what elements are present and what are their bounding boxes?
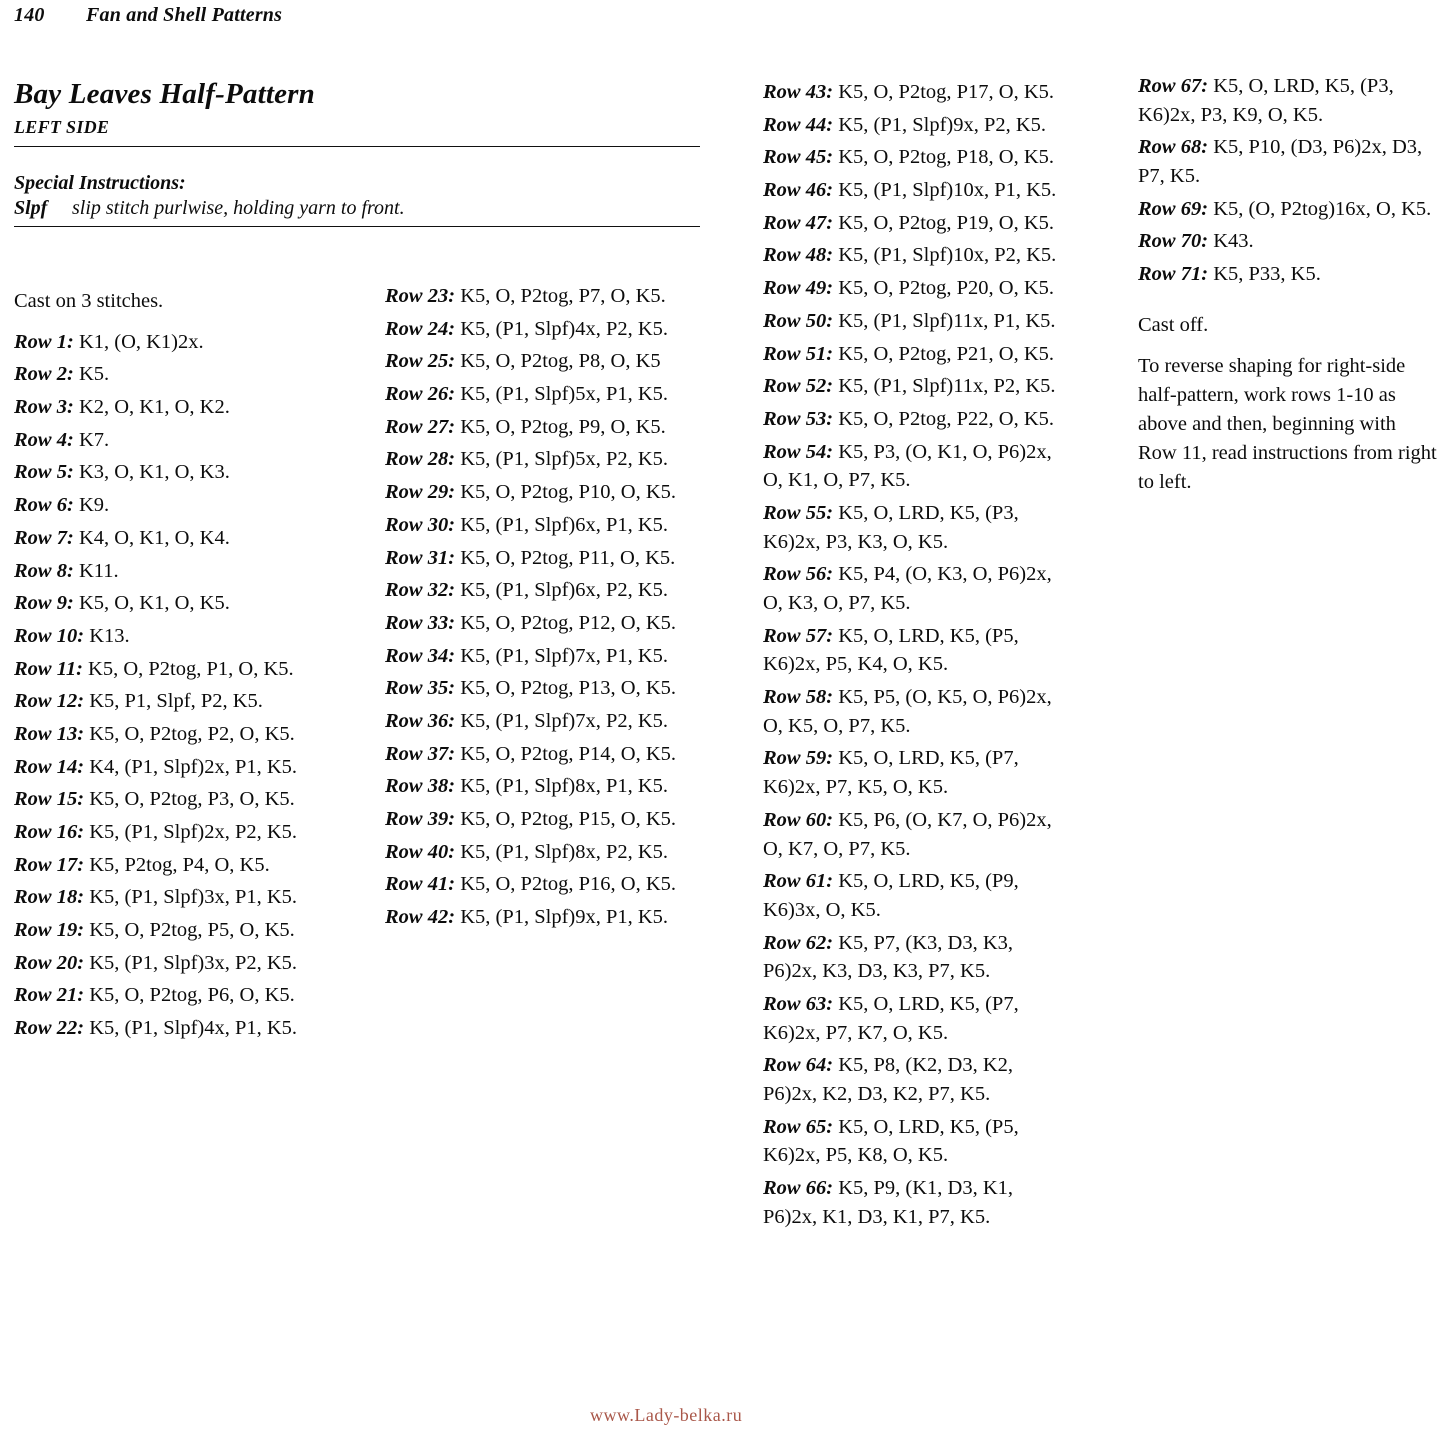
row-text: K4, O, K1, O, K4. bbox=[78, 526, 230, 549]
row-text: K5, (P1, Slpf)10x, P1, K5. bbox=[838, 179, 1057, 202]
column-3 bbox=[763, 78, 1063, 1235]
row-label: Row 5: bbox=[14, 461, 74, 484]
row-text: K5, O, P2tog, P21, O, K5. bbox=[838, 342, 1055, 365]
row-text: K5, O, K1, O, K5. bbox=[78, 592, 230, 615]
row-text: K1, (O, K1)2x. bbox=[78, 330, 204, 353]
row-label: Row 37: bbox=[385, 742, 456, 765]
row-label: Row 7: bbox=[14, 526, 74, 549]
row-text: K5, (P1, Slpf)4x, P2, K5. bbox=[460, 317, 669, 340]
row-instruction bbox=[14, 818, 344, 847]
row-text: K2, O, K1, O, K2. bbox=[78, 396, 230, 419]
row-instruction bbox=[385, 642, 705, 671]
row-text: K5, O, LRD, K5, (P3, K6)2x, P3, K9, O, K5. bbox=[1138, 75, 1394, 126]
row-instruction bbox=[385, 445, 705, 474]
row-label: Row 23: bbox=[385, 285, 456, 307]
row-text: K5. bbox=[78, 363, 110, 386]
row-text: K5, (P1, Slpf)8x, P2, K5. bbox=[460, 840, 669, 863]
row-instruction bbox=[763, 499, 1063, 556]
row-text: K5, (P1, Slpf)9x, P1, K5. bbox=[460, 906, 669, 929]
row-text: K5, (P1, Slpf)3x, P2, K5. bbox=[89, 951, 298, 974]
row-label: Row 66: bbox=[763, 1177, 834, 1200]
row-text: K5, P8, (K2, D3, K2, P6)2x, K2, D3, K2, P7, K5. bbox=[763, 1054, 1014, 1105]
row-label: Row 67: bbox=[1138, 75, 1209, 97]
row-label: Row 45: bbox=[763, 146, 834, 169]
row-instruction bbox=[385, 707, 705, 736]
row-instruction bbox=[1138, 133, 1438, 190]
row-instruction bbox=[14, 687, 344, 716]
row-label: Row 17: bbox=[14, 853, 85, 876]
row-label: Row 51: bbox=[763, 342, 834, 365]
row-instruction bbox=[14, 981, 344, 1010]
row-instruction bbox=[763, 274, 1063, 303]
row-label: Row 33: bbox=[385, 611, 456, 634]
row-instruction bbox=[14, 949, 344, 978]
row-text: K5, O, LRD, K5, (P5, K6)2x, P5, K4, O, K5. bbox=[763, 624, 1019, 676]
page-title: Bay Leaves Half-Pattern bbox=[14, 78, 315, 110]
row-instruction bbox=[763, 622, 1063, 679]
row-label: Row 47: bbox=[763, 211, 834, 234]
row-label: Row 12: bbox=[14, 690, 85, 713]
row-label: Row 26: bbox=[385, 383, 456, 406]
row-label: Row 18: bbox=[14, 886, 85, 909]
row-label: Row 54: bbox=[763, 440, 834, 463]
row-instruction bbox=[763, 78, 1063, 107]
row-instruction bbox=[385, 674, 705, 703]
row-text: K5, O, P2tog, P7, O, K5. bbox=[460, 285, 666, 307]
row-label: Row 64: bbox=[763, 1054, 834, 1077]
row-label: Row 70: bbox=[1138, 230, 1209, 253]
row-label: Row 50: bbox=[763, 309, 834, 332]
row-text: K5, O, P2tog, P16, O, K5. bbox=[460, 873, 677, 896]
row-instruction bbox=[1138, 195, 1438, 224]
row-instruction bbox=[385, 772, 705, 801]
row-text: K5, (P1, Slpf)3x, P1, K5. bbox=[89, 886, 298, 909]
row-instruction bbox=[385, 544, 705, 573]
row-label: Row 61: bbox=[763, 870, 834, 893]
row-text: K5, P10, (D3, P6)2x, D3, P7, K5. bbox=[1138, 136, 1423, 188]
row-instruction bbox=[763, 1174, 1063, 1231]
row-label: Row 65: bbox=[763, 1115, 834, 1138]
row-instruction bbox=[385, 380, 705, 409]
row-text: K11. bbox=[78, 559, 119, 582]
row-label: Row 25: bbox=[385, 350, 456, 373]
row-label: Row 35: bbox=[385, 677, 456, 700]
row-instruction bbox=[385, 838, 705, 867]
row-label: Row 57: bbox=[763, 624, 834, 647]
row-text: K5, (P1, Slpf)9x, P2, K5. bbox=[838, 113, 1047, 136]
row-label: Row 16: bbox=[14, 821, 85, 843]
row-instruction bbox=[14, 655, 344, 684]
row-instruction bbox=[14, 360, 344, 389]
row-label: Row 9: bbox=[14, 592, 74, 615]
row-text: K5, O, P2tog, P5, O, K5. bbox=[89, 919, 295, 942]
row-text: K5, O, P2tog, P17, O, K5. bbox=[838, 81, 1055, 103]
row-instruction bbox=[763, 209, 1063, 238]
row-text: K5, (P1, Slpf)11x, P2, K5. bbox=[838, 375, 1056, 398]
row-label: Row 24: bbox=[385, 317, 456, 340]
row-text: K5, O, LRD, K5, (P7, K6)2x, P7, K7, O, K5. bbox=[763, 992, 1019, 1044]
row-instruction bbox=[14, 458, 344, 487]
row-instruction bbox=[14, 426, 344, 455]
row-text: K5, (P1, Slpf)5x, P2, K5. bbox=[460, 448, 669, 471]
row-label: Row 42: bbox=[385, 906, 456, 929]
row-text: K4, (P1, Slpf)2x, P1, K5. bbox=[89, 755, 298, 778]
row-instruction bbox=[763, 438, 1063, 495]
column-4 bbox=[1138, 72, 1438, 509]
row-label: Row 55: bbox=[763, 501, 834, 524]
row-label: Row 11: bbox=[14, 657, 83, 680]
row-instruction bbox=[14, 524, 344, 553]
row-instruction bbox=[14, 1014, 344, 1043]
special-instructions-heading: Special Instructions: bbox=[14, 172, 186, 194]
page-number: 140 bbox=[14, 4, 45, 26]
row-text: K5, P2tog, P4, O, K5. bbox=[89, 853, 270, 876]
running-head bbox=[14, 4, 714, 27]
row-instruction bbox=[763, 867, 1063, 924]
row-text: K5, (P1, Slpf)10x, P2, K5. bbox=[838, 244, 1057, 267]
row-label: Row 39: bbox=[385, 808, 456, 830]
row-text: K9. bbox=[78, 494, 110, 517]
row-label: Row 49: bbox=[763, 277, 834, 300]
row-instruction bbox=[763, 372, 1063, 401]
row-text: K5, O, P2tog, P12, O, K5. bbox=[460, 611, 677, 634]
row-instruction bbox=[385, 609, 705, 638]
row-label: Row 34: bbox=[385, 644, 456, 667]
row-label: Row 38: bbox=[385, 775, 456, 798]
divider-top bbox=[14, 146, 700, 147]
row-instruction bbox=[763, 990, 1063, 1047]
row-instruction bbox=[385, 511, 705, 540]
row-text: K5, P6, (O, K7, O, P6)2x, O, K7, O, P7, K5. bbox=[763, 808, 1052, 860]
row-text: K5, P4, (O, K3, O, P6)2x, O, K3, O, P7, K5. bbox=[763, 563, 1052, 614]
row-instruction bbox=[385, 740, 705, 769]
row-text: K5, O, P2tog, P6, O, K5. bbox=[89, 984, 295, 1007]
row-instruction bbox=[14, 328, 344, 357]
row-label: Row 4: bbox=[14, 428, 74, 451]
column-1 bbox=[14, 287, 344, 1047]
abbreviation-definition: slip stitch purlwise, holding yarn to front. bbox=[72, 197, 405, 219]
row-label: Row 41: bbox=[385, 873, 456, 896]
special-instructions-definition bbox=[14, 197, 700, 220]
row-instruction bbox=[763, 143, 1063, 172]
row-label: Row 59: bbox=[763, 747, 834, 770]
closing-note: To reverse shaping for right-side half-pattern, work rows 1-10 as above and then, beginning with Row 11, read instructions from right to left. bbox=[1138, 354, 1437, 494]
row-instruction bbox=[763, 683, 1063, 740]
row-label: Row 56: bbox=[763, 563, 834, 586]
row-instruction bbox=[14, 393, 344, 422]
row-instruction bbox=[763, 929, 1063, 986]
row-label: Row 69: bbox=[1138, 197, 1209, 220]
row-label: Row 60: bbox=[763, 808, 834, 831]
row-text: K5, P1, Slpf, P2, K5. bbox=[89, 690, 263, 713]
row-label: Row 63: bbox=[763, 992, 834, 1015]
row-text: K5, P9, (K1, D3, K1, P6)2x, K1, D3, K1, P7, K5. bbox=[763, 1177, 1014, 1228]
row-instruction bbox=[14, 753, 344, 782]
row-instruction bbox=[763, 241, 1063, 270]
row-text: K5, (P1, Slpf)6x, P2, K5. bbox=[460, 579, 669, 602]
row-instruction bbox=[385, 413, 705, 442]
row-label: Row 19: bbox=[14, 919, 85, 942]
divider-bottom bbox=[14, 226, 700, 227]
row-text: K5, P5, (O, K5, O, P6)2x, O, K5, O, P7, K5. bbox=[763, 686, 1052, 737]
row-text: K5, O, P2tog, P9, O, K5. bbox=[460, 415, 666, 438]
column-2 bbox=[385, 282, 705, 936]
row-text: K5, O, LRD, K5, (P3, K6)2x, P3, K3, O, K5. bbox=[763, 501, 1019, 553]
row-label: Row 46: bbox=[763, 179, 834, 202]
row-label: Row 40: bbox=[385, 840, 456, 863]
row-label: Row 8: bbox=[14, 559, 74, 582]
row-text: K43. bbox=[1213, 230, 1254, 253]
row-instruction bbox=[14, 491, 344, 520]
row-text: K5, (P1, Slpf)5x, P1, K5. bbox=[460, 383, 669, 406]
running-head-title: Fan and Shell Patterns bbox=[86, 4, 283, 26]
row-text: K5, O, P2tog, P2, O, K5. bbox=[89, 722, 295, 745]
row-text: K7. bbox=[78, 428, 110, 451]
row-label: Row 36: bbox=[385, 709, 456, 732]
row-instruction bbox=[14, 785, 344, 814]
row-label: Row 3: bbox=[14, 396, 74, 419]
row-instruction bbox=[763, 405, 1063, 434]
row-text: K5, O, P2tog, P11, O, K5. bbox=[460, 546, 676, 569]
row-text: K5, (P1, Slpf)11x, P1, K5. bbox=[838, 309, 1056, 332]
title-block bbox=[14, 78, 700, 147]
row-instruction bbox=[385, 282, 705, 311]
row-label: Row 62: bbox=[763, 931, 834, 954]
row-instruction bbox=[385, 576, 705, 605]
row-label: Row 31: bbox=[385, 546, 456, 569]
row-text: K5, P3, (O, K1, O, P6)2x, O, K1, O, P7, K5. bbox=[763, 440, 1052, 492]
row-instruction bbox=[1138, 72, 1438, 129]
row-instruction bbox=[14, 883, 344, 912]
row-instruction bbox=[1138, 260, 1438, 289]
row-label: Row 20: bbox=[14, 951, 85, 974]
row-text: K5, O, P2tog, P18, O, K5. bbox=[838, 146, 1055, 169]
row-instruction bbox=[14, 622, 344, 651]
row-instruction bbox=[385, 903, 705, 932]
row-label: Row 29: bbox=[385, 481, 456, 504]
row-label: Row 27: bbox=[385, 415, 456, 438]
row-label: Row 6: bbox=[14, 494, 74, 517]
row-text: K5, P7, (K3, D3, K3, P6)2x, K3, D3, K3, P7, K5. bbox=[763, 931, 1014, 983]
row-instruction bbox=[385, 315, 705, 344]
special-instructions-block bbox=[14, 172, 700, 227]
row-instruction bbox=[385, 478, 705, 507]
row-text: K5, P33, K5. bbox=[1213, 263, 1321, 286]
row-instruction bbox=[14, 720, 344, 749]
row-label: Row 53: bbox=[763, 407, 834, 430]
row-label: Row 2: bbox=[14, 363, 74, 386]
row-text: K5, O, P2tog, P19, O, K5. bbox=[838, 211, 1055, 234]
row-text: K5, O, P2tog, P22, O, K5. bbox=[838, 407, 1055, 430]
row-instruction bbox=[1138, 227, 1438, 256]
row-text: K5, O, P2tog, P15, O, K5. bbox=[460, 808, 677, 830]
row-text: K5, (O, P2tog)16x, O, K5. bbox=[1213, 197, 1432, 220]
row-instruction bbox=[763, 1113, 1063, 1170]
row-text: K5, (P1, Slpf)8x, P1, K5. bbox=[460, 775, 669, 798]
row-label: Row 1: bbox=[14, 330, 74, 353]
row-label: Row 30: bbox=[385, 513, 456, 536]
row-text: K5, O, P2tog, P3, O, K5. bbox=[89, 788, 295, 811]
row-text: K3, O, K1, O, K3. bbox=[78, 461, 230, 484]
row-label: Row 28: bbox=[385, 448, 456, 471]
row-instruction bbox=[14, 851, 344, 880]
row-text: K5, (P1, Slpf)6x, P1, K5. bbox=[460, 513, 669, 536]
row-instruction bbox=[763, 560, 1063, 617]
row-instruction bbox=[385, 805, 705, 834]
row-instruction bbox=[385, 870, 705, 899]
row-text: K5, (P1, Slpf)7x, P1, K5. bbox=[460, 644, 669, 667]
row-instruction bbox=[763, 307, 1063, 336]
row-instruction bbox=[14, 557, 344, 586]
cast-off-line: Cast off. bbox=[1138, 313, 1209, 336]
row-instruction bbox=[385, 347, 705, 376]
watermark: www.Lady-belka.ru bbox=[590, 1405, 743, 1425]
row-instruction bbox=[763, 1051, 1063, 1108]
row-label: Row 68: bbox=[1138, 136, 1209, 159]
row-label: Row 14: bbox=[14, 755, 85, 778]
row-text: K5, O, P2tog, P14, O, K5. bbox=[460, 742, 677, 765]
row-text: K5, O, LRD, K5, (P5, K6)2x, P5, K8, O, K5. bbox=[763, 1115, 1019, 1167]
row-label: Row 13: bbox=[14, 722, 85, 745]
abbreviation-term: Slpf bbox=[14, 197, 48, 219]
row-instruction bbox=[763, 176, 1063, 205]
row-label: Row 52: bbox=[763, 375, 834, 398]
row-instruction bbox=[763, 744, 1063, 801]
row-instruction bbox=[763, 111, 1063, 140]
row-text: K5, O, P2tog, P20, O, K5. bbox=[838, 277, 1055, 300]
row-instruction bbox=[14, 589, 344, 618]
row-text: K5, (P1, Slpf)7x, P2, K5. bbox=[460, 709, 669, 732]
row-instruction bbox=[763, 806, 1063, 863]
row-label: Row 21: bbox=[14, 984, 85, 1007]
row-instruction bbox=[14, 916, 344, 945]
row-text: K5, O, LRD, K5, (P7, K6)2x, P7, K5, O, K5. bbox=[763, 747, 1019, 799]
row-instruction bbox=[763, 340, 1063, 369]
row-label: Row 44: bbox=[763, 113, 834, 136]
row-label: Row 10: bbox=[14, 624, 85, 647]
row-text: K5, O, P2tog, P10, O, K5. bbox=[460, 481, 677, 504]
page-subtitle: LEFT SIDE bbox=[14, 117, 110, 137]
cast-on-line: Cast on 3 stitches. bbox=[14, 290, 164, 312]
row-label: Row 58: bbox=[763, 686, 834, 709]
row-text: K5, (P1, Slpf)2x, P2, K5. bbox=[89, 821, 298, 843]
row-label: Row 15: bbox=[14, 788, 85, 811]
row-text: K5, O, LRD, K5, (P9, K6)3x, O, K5. bbox=[763, 870, 1019, 921]
row-text: K5, O, P2tog, P1, O, K5. bbox=[88, 657, 294, 680]
row-label: Row 22: bbox=[14, 1017, 85, 1040]
row-text: K13. bbox=[89, 624, 130, 647]
row-text: K5, (P1, Slpf)4x, P1, K5. bbox=[89, 1017, 298, 1040]
row-text: K5, O, P2tog, P13, O, K5. bbox=[460, 677, 677, 700]
row-label: Row 71: bbox=[1138, 263, 1209, 286]
row-text: K5, O, P2tog, P8, O, K5 bbox=[460, 350, 661, 373]
row-label: Row 32: bbox=[385, 579, 456, 602]
row-label: Row 48: bbox=[763, 244, 834, 267]
row-label: Row 43: bbox=[763, 81, 834, 103]
